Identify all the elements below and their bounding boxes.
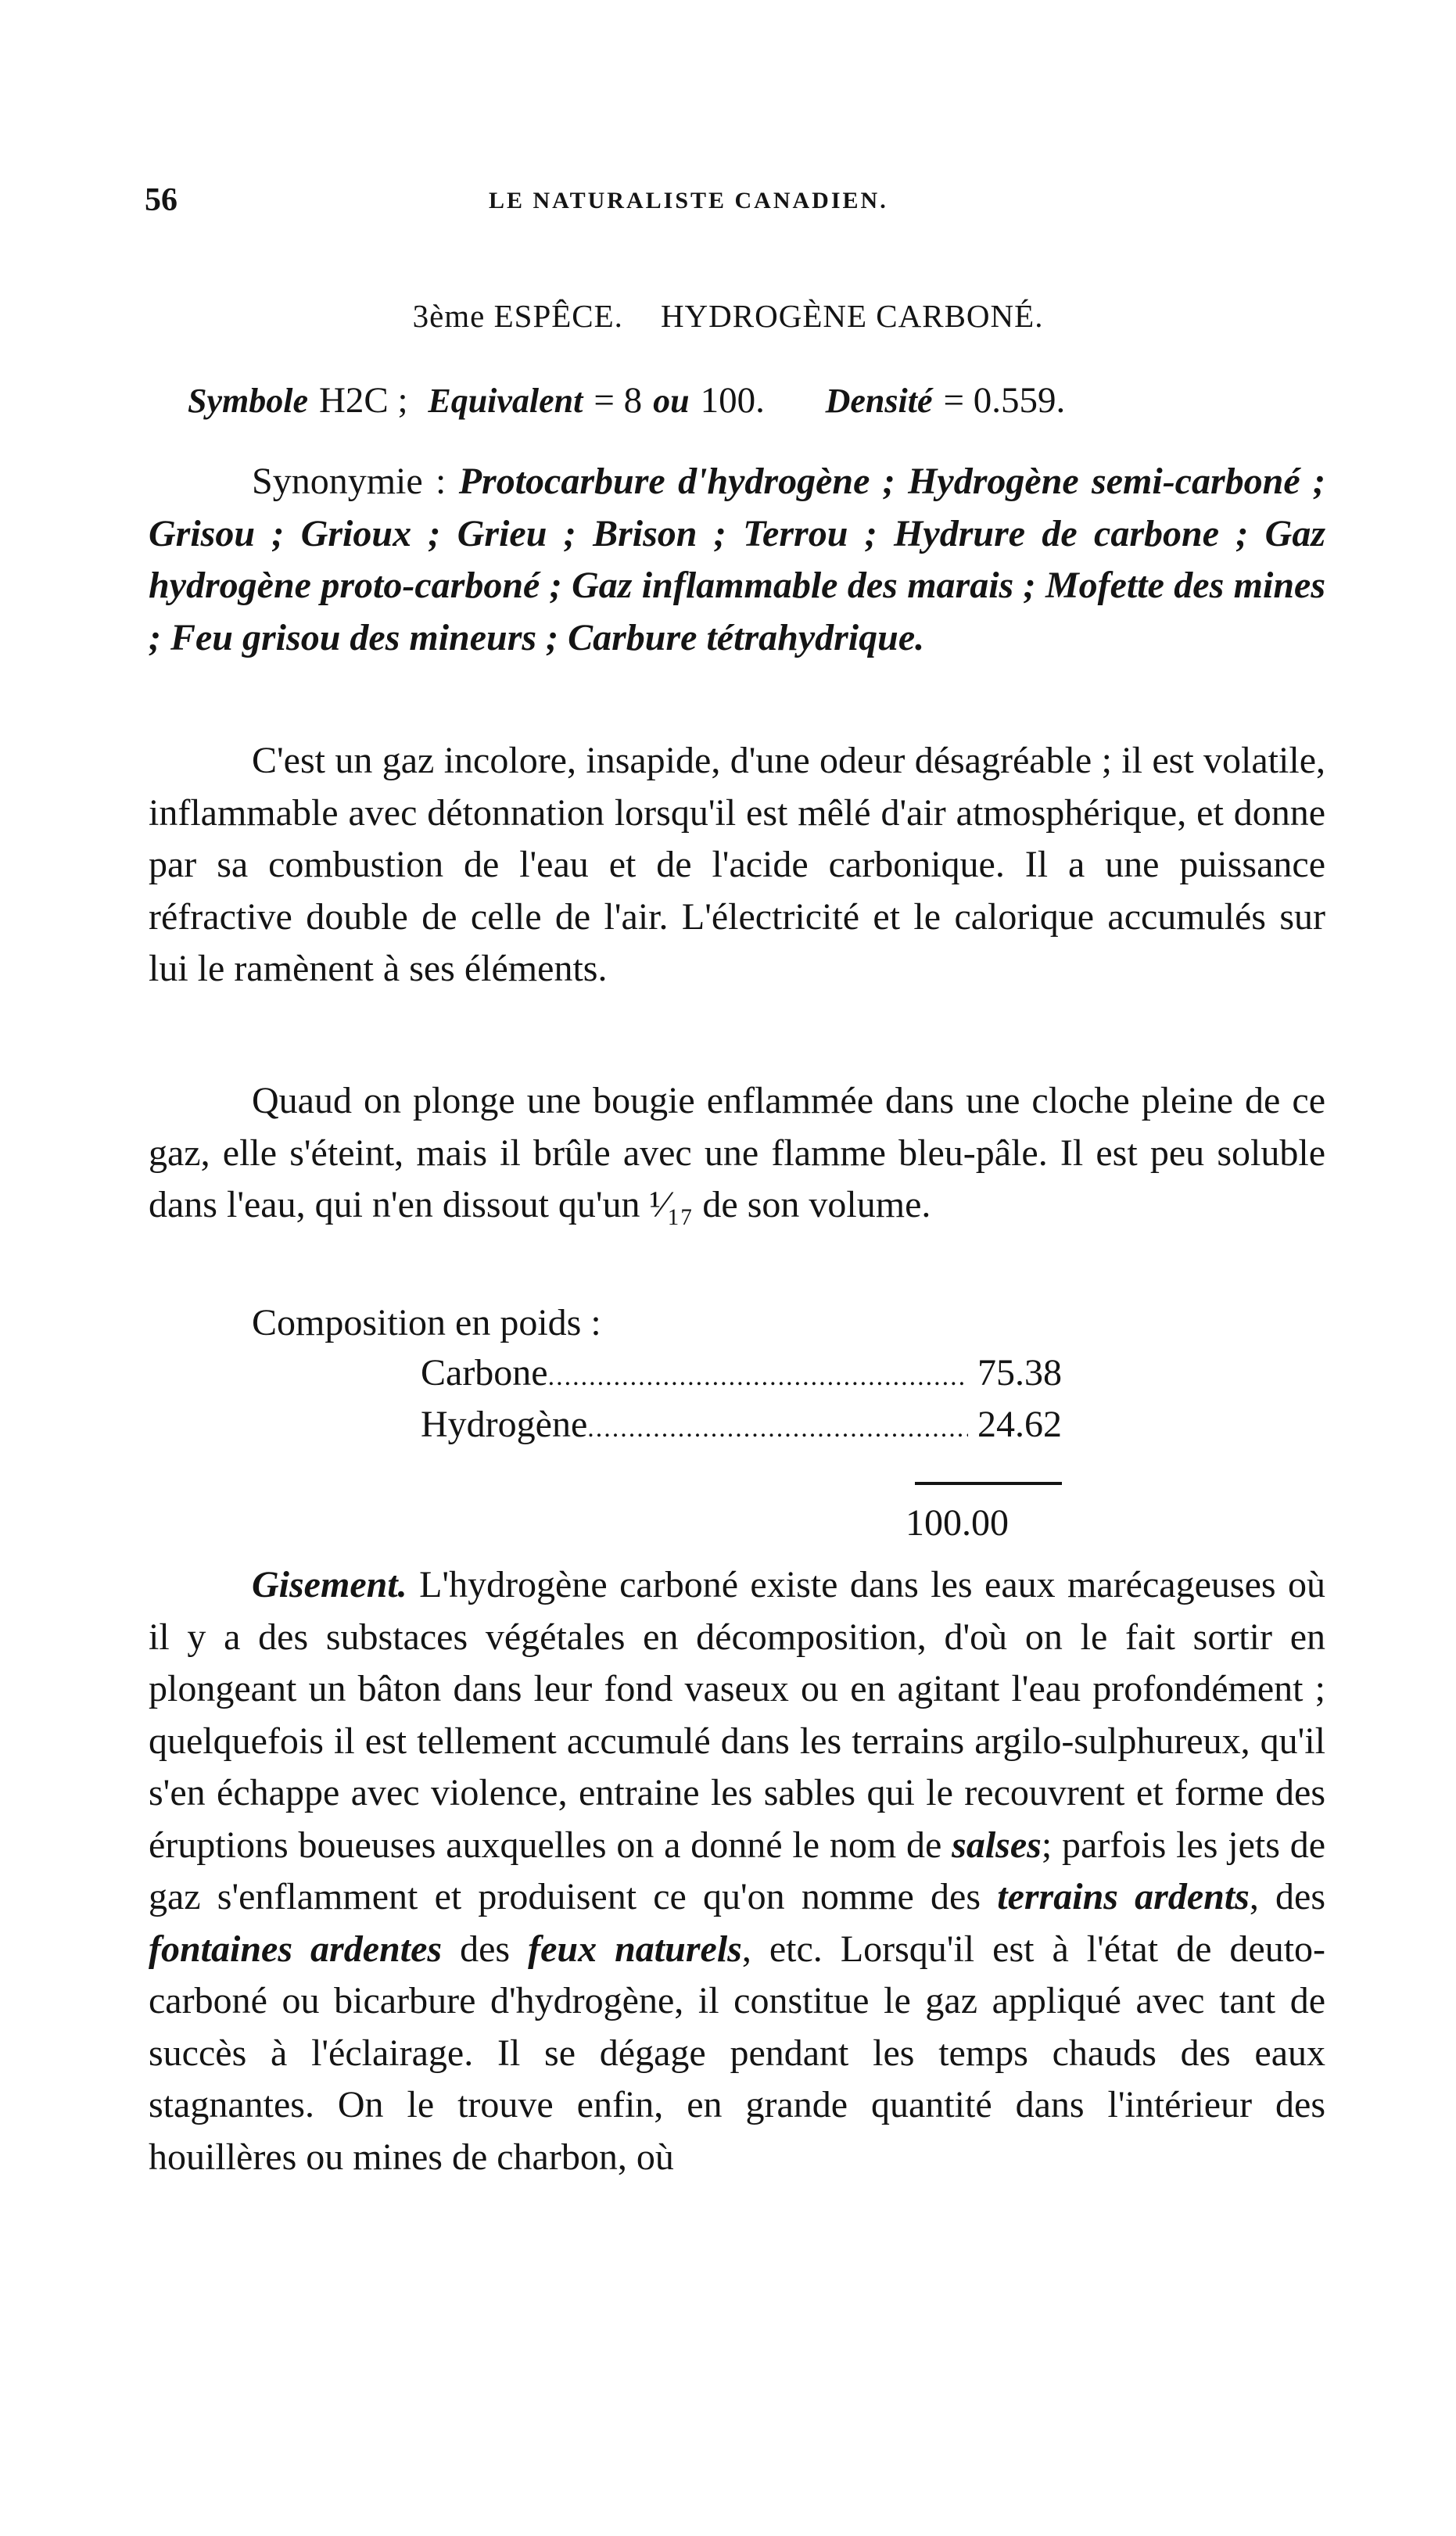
- species-number: 3ème ESPÊCE.: [412, 298, 623, 334]
- densite-label: Densité: [825, 382, 933, 420]
- composition-row-carbone: [421, 1351, 1062, 1398]
- gisement-part1: L'hydrogène carboné existe dans les eaux marécageuses où il y a des substaces végétales en décomposition, d'où on le fait sortir en plongeant un bâton dans leur fond vaseux ou en agitant l'eau profondément ; quelquefois il est tellement accumulé dans les terrains argilo-sulphureux, qu'il s'en échappe avec violence, entraine les sables qui le recouvrent et forme des éruptions boueuses auxquelles on a donné le nom de: [149, 1564, 1325, 1866]
- equivalent-value: = 8: [594, 380, 643, 421]
- composition-value: 24.62: [977, 1404, 1062, 1445]
- gisement-part4: des: [460, 1928, 511, 1970]
- composition-value: 75.38: [977, 1352, 1062, 1394]
- sum-rule: [915, 1482, 1062, 1485]
- composition-name: Hydrogène: [421, 1404, 588, 1445]
- gisement-part5: , etc. Lorsqu'il est à l'état de deuto-carboné ou bicarbure d'hydrogène, il constitue le gaz appliqué avec tant de succès à l'éclairage. Il se dégage pendant les temps chauds des eaux stagnantes. On le trouve enfin, en grande quantité dans l'intérieur des houillères ou mines de charbon, où: [149, 1928, 1326, 2178]
- description-text: C'est un gaz incolore, insapide, d'une odeur désagréable ; il est volatile, inflammable avec détonnation lorsqu'il est mêlé d'air atmosphérique, et donne par sa combustion de l'eau et de l'acide carbonique. Il a une puissance réfractive double de celle de l'air. L'électricité et le calorique accumulés sur lui le ramènent à ses éléments.: [149, 740, 1325, 989]
- species-title: [0, 297, 1456, 335]
- symbole-label: Symbole: [188, 382, 308, 420]
- formula-line: [188, 379, 1065, 421]
- symbole-value: H2C ;: [318, 380, 408, 421]
- densite-value: = 0.559.: [943, 380, 1066, 421]
- species-name: HYDROGÈNE CARBONÉ.: [660, 298, 1044, 334]
- synonymie-label: Synonymie :: [252, 461, 446, 502]
- description-paragraph: [149, 735, 1325, 995]
- page-header: [145, 181, 1341, 228]
- equivalent-alt: 100.: [700, 380, 765, 421]
- salses-term: salses: [952, 1824, 1042, 1866]
- composition-label: Composition en poids :: [252, 1302, 601, 1343]
- synonymie-paragraph: [149, 456, 1325, 664]
- page-number: 56: [145, 182, 178, 218]
- composition-row-hydrogene: [421, 1403, 1062, 1450]
- gisement-part2: ; parfois les jets de gaz s'enflamment et produisent ce qu'on nomme des: [149, 1824, 1326, 1917]
- terrains-ardents-term: terrains ardents: [997, 1876, 1250, 1917]
- synonymie-text: Protocarbure d'hydrogène ; Hydrogène semi-carboné ; Grisou ; Grioux ; Grieu ; Brison ; Terrou ; Hydrure de carbone ; Gaz hydrogène proto-carboné ; Gaz inflammable des marais ; Mofette des mines ; Feu grisou des mineurs ; Carbure tétrahydrique.: [149, 461, 1325, 658]
- fontaines-ardentes-term: fontaines ardentes: [149, 1928, 443, 1970]
- running-title: LE NATURALISTE CANADIEN.: [489, 188, 888, 213]
- equivalent-label: Equivalent: [428, 382, 583, 420]
- ou-word: ou: [653, 382, 690, 420]
- composition-total: 100.00: [906, 1502, 1009, 1544]
- dot-leader: [548, 1362, 968, 1392]
- composition-name: Carbone: [421, 1352, 548, 1394]
- bougie-text: Quaud on plonge une bougie enflammée dans une cloche pleine de ce gaz, elle s'éteint, mais il brûle avec une flamme bleu-pâle. Il est peu soluble dans l'eau, qui n'en dissout qu'un ¹⁄₁₇ de son volume.: [149, 1080, 1325, 1225]
- gisement-label: Gisement.: [252, 1564, 407, 1605]
- gisement-paragraph: [149, 1559, 1325, 2183]
- feux-naturels-term: feux naturels: [528, 1928, 742, 1970]
- gisement-part3: , des: [1249, 1876, 1326, 1917]
- bougie-paragraph: [149, 1075, 1325, 1232]
- dot-leader: [587, 1414, 968, 1444]
